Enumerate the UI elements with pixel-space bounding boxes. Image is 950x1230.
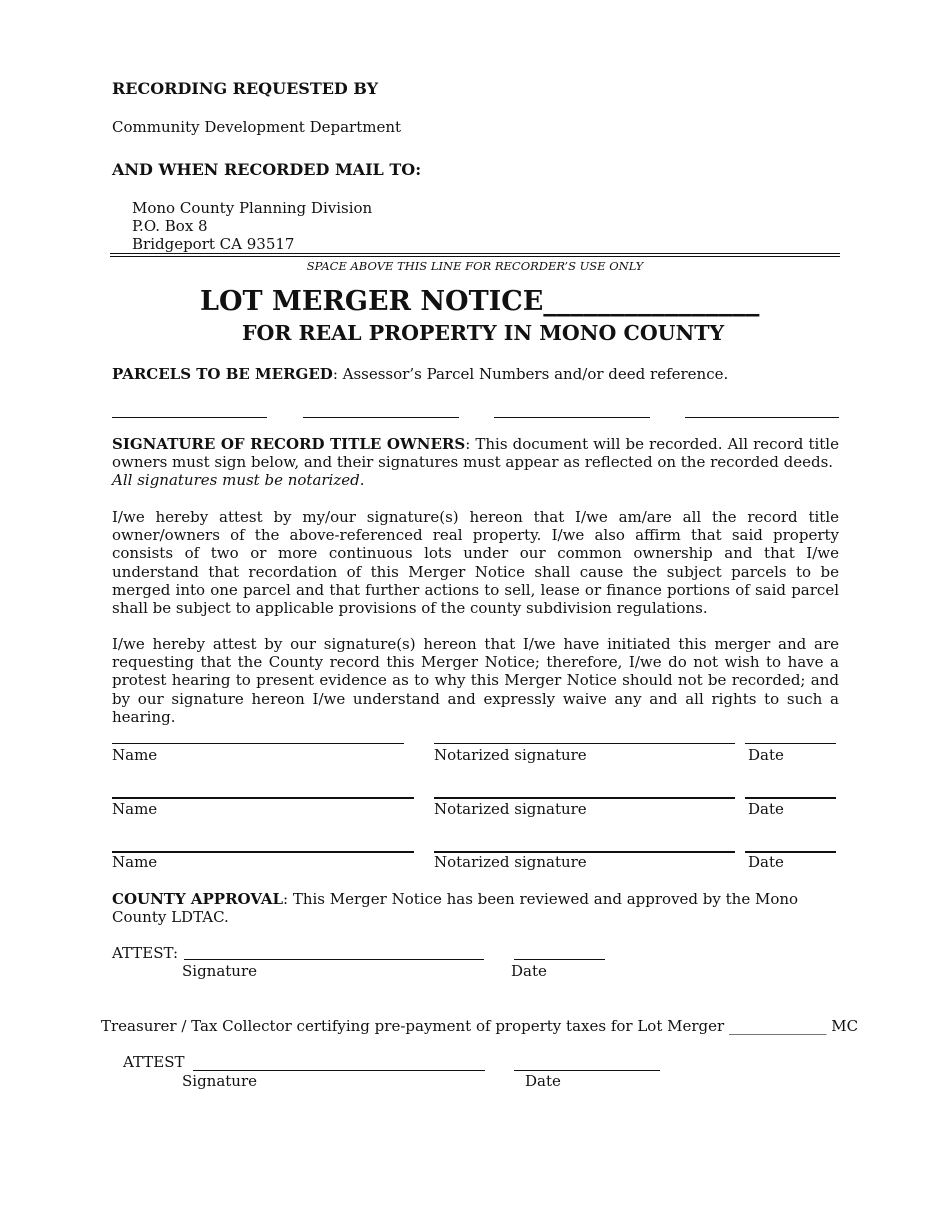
parcel-number-field-4[interactable] (685, 417, 839, 418)
treasurer-line (101, 1017, 858, 1035)
parcels-label: PARCELS TO BE MERGED (112, 365, 333, 383)
parcels-text: : Assessor’s Parcel Numbers and/or deed reference. (332, 365, 729, 383)
county-attest-signature-field[interactable] (184, 959, 484, 960)
mail-to-label: AND WHEN RECORDED MAIL TO: (112, 160, 422, 179)
parcel-number-field-1[interactable] (112, 417, 267, 418)
treasurer-text: Treasurer / Tax Collector certifying pre-payment of property taxes for Lot Merger (101, 1017, 725, 1035)
recorder-note: SPACE ABOVE THIS LINE FOR RECORDER’S USE ONLY (306, 259, 644, 273)
requester-text: Community Development Department (112, 118, 402, 136)
owner-1-signature-field[interactable] (434, 743, 735, 744)
county-attest-date-label: Date (511, 962, 547, 980)
owner-2-signature-label: Notarized signature (434, 800, 587, 818)
parcels-line (112, 365, 728, 383)
owner-1-date-label: Date (748, 746, 784, 764)
owner-3-date-label: Date (748, 853, 784, 871)
document-subtitle: FOR REAL PROPERTY IN MONO COUNTY (242, 321, 725, 345)
owner-1-signature-label: Notarized signature (434, 746, 587, 764)
document-title-text: LOT MERGER NOTICE (200, 286, 544, 317)
county-approval-text: : This Merger Notice has been reviewed and approved by the Mono County LDTAC. (112, 890, 799, 927)
owner-1-name-label: Name (112, 746, 158, 764)
owner-3-name-field[interactable] (112, 851, 414, 853)
owner-1-date-field[interactable] (745, 743, 836, 744)
address-line-2: P.O. Box 8 (132, 217, 208, 235)
recording-requested-by-label: RECORDING REQUESTED BY (112, 79, 379, 98)
owner-2-date-label: Date (748, 800, 784, 818)
document-number-blank: ________________ (543, 286, 760, 317)
document-title (200, 286, 759, 317)
treasurer-suffix: MC (831, 1017, 859, 1035)
treasurer-attest-signature-label: Signature (182, 1072, 258, 1090)
signature-section-text: : This document will be recorded. All record title owners must sign below, and their signatures must appear as reflected on the recorded deeds. (112, 435, 839, 472)
parcel-number-field-3[interactable] (494, 417, 650, 418)
county-attest-signature-label: Signature (182, 962, 258, 980)
notarized-note: All signatures must be notarized. (112, 471, 365, 490)
county-attest-label: ATTEST: (112, 944, 179, 962)
treasurer-attest-date-field[interactable] (514, 1070, 660, 1071)
treasurer-attest-label: ATTEST (123, 1053, 185, 1071)
attest-paragraph-2: I/we hereby attest by our signature(s) hereon that I/we have initiated this merger and are requesting that the County record this Merger Notice; therefore, I/we do not wish to have a protest hearing to present evidence as to why this Merger Notice should not be recorded; and by our signature hereon I/we understand and expressly waive any and all rights to such a hearing. (112, 635, 839, 726)
recorder-rule-top (110, 253, 840, 254)
owner-2-signature-field[interactable] (434, 797, 735, 799)
owner-3-signature-label: Notarized signature (434, 853, 587, 871)
address-line-1: Mono County Planning Division (132, 199, 373, 217)
signature-section-label: SIGNATURE OF RECORD TITLE OWNERS (112, 435, 466, 453)
county-attest-date-field[interactable] (514, 959, 605, 960)
address-line-3: Bridgeport CA 93517 (132, 235, 295, 253)
owner-2-name-field[interactable] (112, 797, 414, 799)
county-approval-paragraph (112, 890, 839, 926)
treasurer-lot-merger-field[interactable]: _____________ (728, 1017, 827, 1035)
parcel-number-field-2[interactable] (303, 417, 459, 418)
recorder-rule-bottom (110, 256, 840, 257)
signature-intro-paragraph (112, 435, 839, 490)
treasurer-attest-signature-field[interactable] (193, 1070, 485, 1071)
owner-2-name-label: Name (112, 800, 158, 818)
attest-paragraph-1: I/we hereby attest by my/our signature(s) hereon that I/we am/are all the record title owner/owners of the above-referenced real property. I/we also affirm that said property consists of two or more continuous lots under our common ownership and that I/we understand that recordation of this Merger Notice shall cause the subject parcels to be merged into one parcel and that further actions to sell, lease or finance portions of said parcel shall be subject to applicable provisions of the county subdivision regulations. (112, 508, 839, 618)
treasurer-attest-date-label: Date (525, 1072, 561, 1090)
owner-1-name-field[interactable] (112, 743, 404, 744)
owner-3-name-label: Name (112, 853, 158, 871)
owner-2-date-field[interactable] (745, 797, 836, 799)
county-approval-label: COUNTY APPROVAL (112, 890, 284, 908)
